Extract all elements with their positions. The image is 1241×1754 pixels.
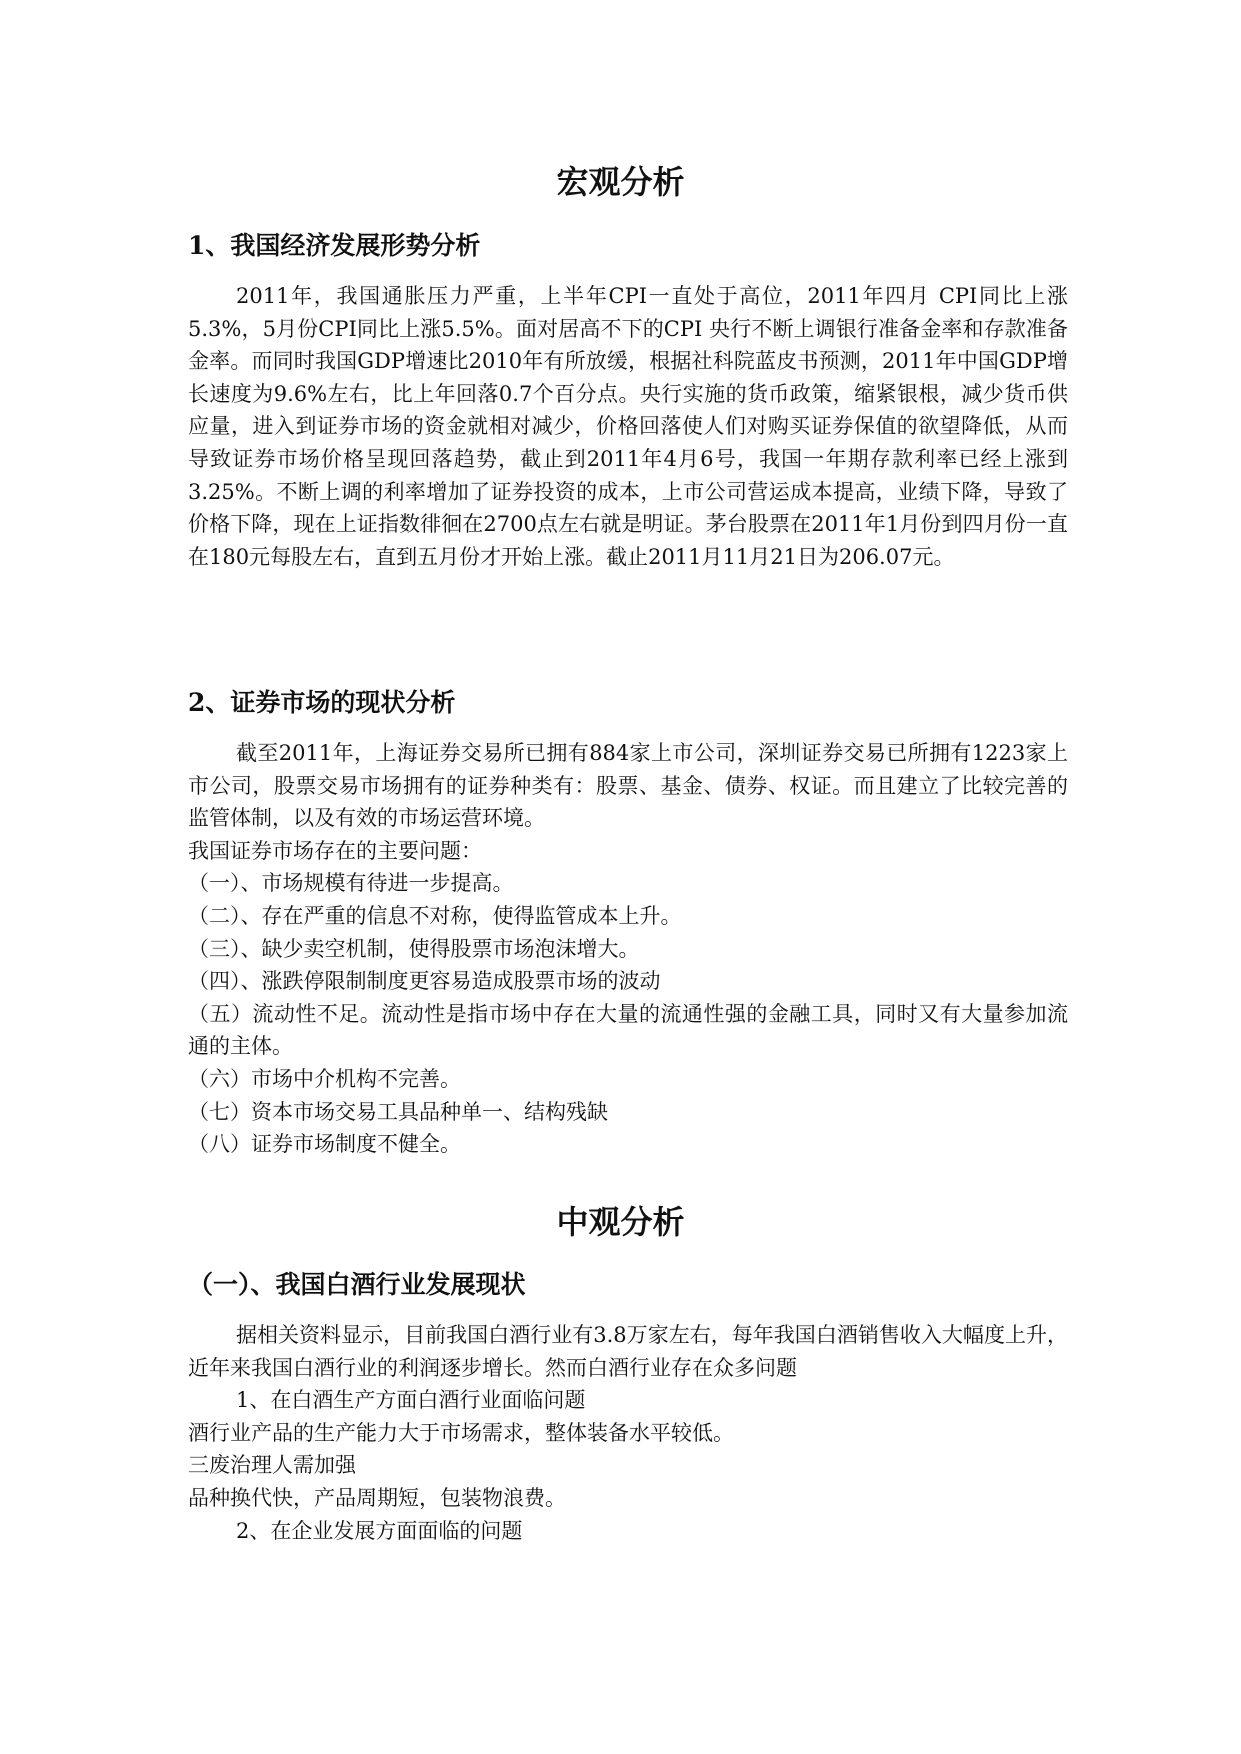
production-issues-subheading: 1、在白酒生产方面白酒行业面临问题: [236, 1388, 586, 1413]
market-paragraph: 截至2011年，上海证券交易所已拥有884家上市公司，深圳证券交易已所拥有1223家上市公司，股票交易市场拥有的证券种类有：股票、基金、债券、权证。而且建立了比较完善的监管体制，以及有效的市场运营环境。: [188, 741, 1068, 831]
economy-paragraph: 2011年，我国通胀压力严重，上半年CPI一直处于高位，2011年四月 CPI同比上涨5.3%，5月份CPI同比上涨5.5%。面对居高不下的CPI 央行不断上调银行准备金率和存款准备金率。而同时我国GDP增速比2010年有所放缓，根据社科院蓝皮书预测，2011年中国GDP增长速度为9.6%左右，比上年回落0.7个百分点。央行实施的货币政策，缩紧银根，减少货币供应量，进入到证券市场的资金就相对减少，价格回落使人们对购买证券保值的欲望降低，从而导致证券市场价格呈现回落趋势，截止到2011年4月6号，我国一年期存款利率已经上涨到3.25%。不断上调的利率增加了证券投资的成本，上市公司营运成本提高，业绩下降，导致了价格下降，现在上证指数徘徊在2700点左右就是明证。茅台股票在2011年1月份到四月份一直在180元每股左右，直到五月份才开始上涨。截止2011月11月21日为206.07元。: [188, 284, 1068, 569]
liquor-content: [188, 1319, 1068, 1547]
problem-item: （八）证券市场制度不健全。: [188, 1132, 461, 1157]
enterprise-issues-subheading: 2、在企业发展方面面临的问题: [236, 1518, 523, 1543]
problem-item: （七）资本市场交易工具品种单一、结构残缺: [188, 1099, 608, 1124]
problem-item: （四）、涨跌停限制制度更容易造成股票市场的波动: [188, 969, 661, 994]
problem-item: （一）、市场规模有待进一步提高。: [188, 871, 514, 896]
production-issue-item: 三废治理人需加强: [188, 1453, 356, 1478]
problem-item: （三）、缺少卖空机制，使得股票市场泡沫增大。: [188, 936, 640, 961]
section-economy-heading: 1、我国经济发展形势分析: [188, 231, 481, 260]
market-content: [188, 737, 1068, 1161]
production-issue-item: 酒行业产品的生产能力大于市场需求，整体装备水平较低。: [188, 1420, 734, 1445]
production-issue-item: 品种换代快，产品周期短，包装物浪费。: [188, 1485, 566, 1510]
problem-item: （五）流动性不足。流动性是指市场中存在大量的流通性强的金融工具，同时又有大量参加流通的主体。: [188, 1001, 1068, 1059]
meso-analysis-title: 中观分析: [556, 1203, 685, 1241]
section-market-heading: 2、证券市场的现状分析: [188, 688, 456, 717]
liquor-paragraph: 据相关资料显示，目前我国白酒行业有3.8万家左右，每年我国白酒销售收入大幅度上升，近年来我国白酒行业的利润逐步增长。然而白酒行业存在众多问题: [188, 1323, 1068, 1380]
macro-analysis-title: 宏观分析: [556, 163, 685, 201]
section-liquor-heading: （一）、我国白酒行业发展现状: [188, 1270, 526, 1299]
problems-intro: 我国证券市场存在的主要问题：: [188, 838, 482, 863]
problem-item: （二）、存在严重的信息不对称，使得监管成本上升。: [188, 903, 682, 928]
problem-item: （六）市场中介机构不完善。: [188, 1066, 461, 1091]
